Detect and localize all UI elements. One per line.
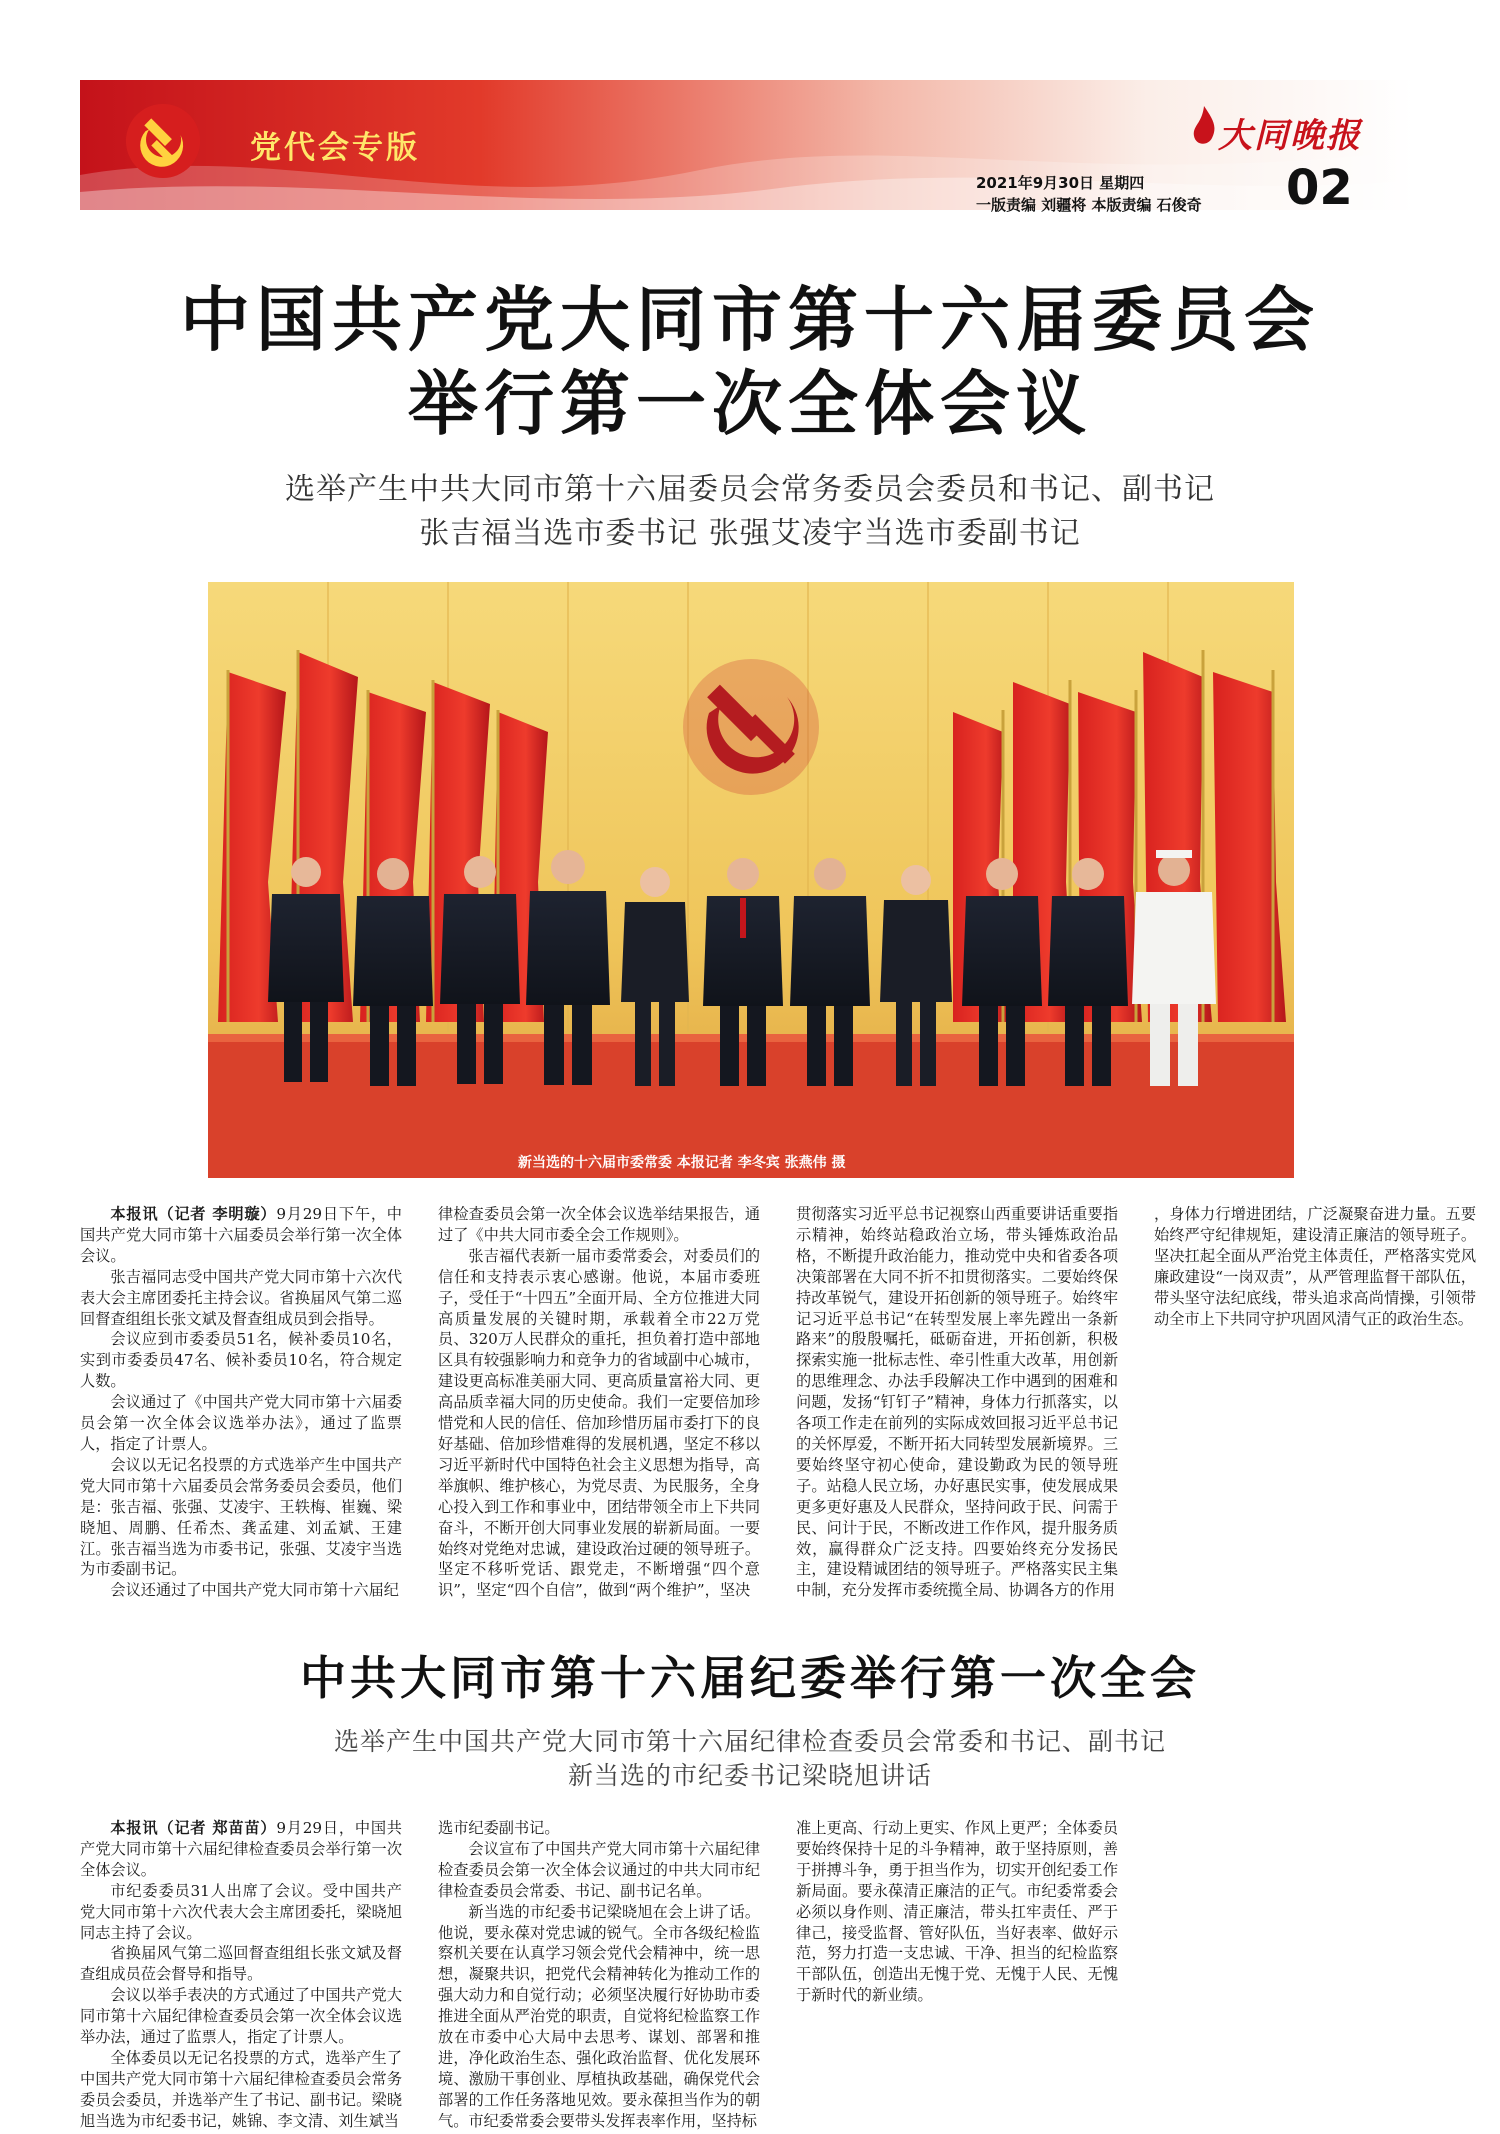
page-number: 02 <box>1286 160 1353 216</box>
article1-paragraph-3: 会议应到市委委员51名，候补委员10名，实到市委委员47名、候补委员10名，符合规定人数。 <box>80 1330 402 1391</box>
article2-byline: 本报讯（记者 郑苗苗） <box>110 1819 277 1837</box>
article1-paragraph-7: 张吉福代表新一届市委常委会，对委员们的信任和支持表示衷心感谢。他说，本届市委班子，受任于“十四五”全面开局、全方位推进大同高质量发展的关键时期，承载着全市22万党员、320万人民群众的重托，担负着打造中部地区具有较强影响力和竞争力的省域副中心城市，建设更高标准美丽大同、更高质量富裕大同、更高品质幸福大同的历史使命。我们一定要倍加珍惜党和人民的信任、倍加珍惜历届市委打下的良好基础、倍加珍惜难得的发展机遇，坚定不移以习近平新时代中国特色社会主义思想为指导，高举旗帜、维护核心，为党尽责、为民服务，全身心投入到工作和事业中，团结带领全市上下共同奋斗，不断开创大同事业发展的崭新局面。一要始终对党绝对忠诚，建设政治过硬的领导班子。坚定不移听党话、跟党走，不断增强“四个意识”，坚定“四个自信”，做到“两个维护”，坚决 <box>438 1246 760 1600</box>
dateline <box>976 172 1202 216</box>
article2-paragraph-5: 全体委员以无记名投票的方式，选举产生了中国共产党大同市第十六届纪律检查委员会常务委员会委员，并选举产生了书记、副书记。梁晓旭当选为市纪委书记，姚锦、李文清、刘生斌当 <box>80 2048 402 2130</box>
article2-paragraph-7-cont: 准上更高、行动上更实、作风上更严；全体委员要始终保持十足的斗争精神，敢于坚持原则，善于拼搏斗争，勇于担当作为，切实开创纪委工作新局面。要永葆清正廉洁的正气。市纪委常委会必须以身作则、清正廉洁，带头扛牢责任、严于律己，接受监督、管好队伍，当好表率、做好示范，努力打造一支忠诚、干净、担当的纪检监察干部队伍，创造出无愧于党、无愧于人民、无愧于新时代的新业绩。 <box>796 1819 1118 2005</box>
photo-caption: 新当选的十六届市委常委 本报记者 李冬宾 张燕伟 摄 <box>518 1155 846 1171</box>
group-photo-illustration <box>208 582 1294 1178</box>
article1-body <box>80 1204 1476 1614</box>
issue-date: 2021年9月30日 星期四 <box>976 174 1145 192</box>
section-label: 党代会专版 <box>250 130 420 166</box>
article2-title: 中共大同市第十六届纪委举行第一次全会 <box>300 1651 1200 1705</box>
article2-paragraph-5-cont: 选市纪委副书记。 <box>438 1819 560 1837</box>
article1-paragraph-4: 会议通过了《中国共产党大同市第十六届委员会第一次全体会议选举办法》，通过了监票人，指定了计票人。 <box>80 1393 402 1453</box>
article1-paragraph-7-cont: 贯彻落实习近平总书记视察山西重要讲话重要指示精神，始终站稳政治立场，带头锤炼政治品格，不断提升政治能力，推动党中央和省委各项决策部署在大同不折不扣贯彻落实。二要始终保持改革锐气，建设开拓创新的领导班子。始终牢记习近平总书记“在转型发展上率先蹚出一条新路来”的殷殷嘱托，砥砺奋进，开拓创新，积极探索实施一批标志性、牵引性重大改革，用创新的思维理念、办法手段解决工作中遇到的困难和问题，发扬“钉钉子”精神，身体力行抓落实，以各项工作走在前列的实际成效回报习近平总书记的关怀厚爱，不断开拓大同转型发展新境界。三要始终坚守初心使命，建设勤政为民的领导班子。站稳人民立场，办好惠民实事，使发展成果更多更好惠及人民群众，坚持问政于民、问需于民、问计于民，不断改进工作作风，提升服务质效，赢得群众广泛支持。四要始终充分发扬民主，建设精诚团结的领导班子。严格落实民主集中制，充分发挥市委统揽全局、协调各方的作用 <box>796 1205 1118 1600</box>
article1-paragraph-5: 会议以无记名投票的方式选举产生中国共产党大同市第十六届委员会常务委员会委员，他们是：张吉福、张强、艾凌宇、王轶梅、崔巍、梁晓旭、周鹏、任希杰、龚孟建、刘孟斌、王建江。张吉福当选为市委书记，张强、艾凌宇当选为市委副书记。 <box>80 1455 402 1579</box>
masthead-flame-icon <box>1188 104 1220 148</box>
article2-paragraph-7: 新当选的市纪委书记梁晓旭在会上讲了话。他说，要永葆对党忠诚的锐气。全市各级纪检监察机关要在认真学习领会党代会精神中，统一思想，凝聚共识，把党代会精神转化为推动工作的强大动力和自觉行动；必须坚决履行好协助市委推进全面从严治党的职责，自觉将纪检监察工作放在市委中心大局中去思考、谋划、部署和推进，净化政治生态、强化政治监督、优化发展环境、激励干事创业、厚植执政基础，确保党代会部署的工作任务落地见效。要永葆担当作为的朝气。市纪委常委会要带头发挥表率作用，坚持标 <box>438 1902 760 2130</box>
newspaper-masthead: 大同晚报 <box>1218 116 1362 156</box>
article2-body-column-3 <box>796 1818 1118 2134</box>
article1-subtitle-line2: 张吉福当选市委书记 张强艾凌宇当选市委副书记 <box>419 516 1081 551</box>
article1-title-line2: 举行第一次全体会议 <box>408 363 1092 445</box>
editors-line: 一版责编 刘疆将 本版责编 石俊奇 <box>976 196 1202 214</box>
article2-paragraph-2: 市纪委委员31人出席了会议。受中国共产党大同市第十六次代表大会主席团委托，梁晓旭同志主持了会议。 <box>80 1881 402 1942</box>
article2-subtitle-line2: 新当选的市纪委书记梁晓旭讲话 <box>567 1761 932 1790</box>
article2-paragraph-3: 省换届风气第二巡回督查组组长张文斌及督查组成员莅会督导和指导。 <box>80 1944 402 1984</box>
article2-paragraph-6: 会议宣布了中国共产党大同市第十六届纪律检查委员会第一次全体会议通过的中共大同市纪律检查委员会常委、书记、副书记名单。 <box>438 1839 760 1900</box>
article1-paragraph-7-cont: ，身体力行增进团结，广泛凝聚奋进力量。五要始终严守纪律规矩，建设清正廉洁的领导班子。坚决扛起全面从严治党主体责任，严格落实党风廉政建设“一岗双责”，从严管理监督干部队伍，带头坚守法纪底线，带头追求高尚情操，引领带动全市上下共同守护巩固风清气正的政治生态。 <box>1154 1205 1476 1328</box>
article1-paragraph-6: 会议还通过了中国共产党大同市第十六届纪 <box>110 1581 399 1600</box>
group-photo <box>208 582 1294 1178</box>
party-emblem-icon <box>124 102 202 180</box>
article1-title-line1: 中国共产党大同市第十六届委员会 <box>180 279 1320 361</box>
article1-byline: 本报讯（记者 李明璇） <box>110 1205 277 1223</box>
article1-subtitle-line1: 选举产生中共大同市第十六届委员会常务委员会委员和书记、副书记 <box>285 472 1215 507</box>
article1-paragraph-1: 本报讯（记者 李明璇）9月29日下午，中国共产党大同市第十六届委员会举行第一次全体会议。 <box>80 1205 402 1265</box>
article2-body <box>80 1818 1118 2134</box>
article2-body-column-1 <box>80 1818 402 2134</box>
article1-body-column-1 <box>80 1204 402 1614</box>
article2-paragraph-1: 本报讯（记者 郑苗苗）9月29日，中国共产党大同市第十六届纪律检查委员会举行第一次全体会议。 <box>80 1819 402 1879</box>
article1-body-column-2 <box>438 1204 760 1614</box>
article1-body-column-4 <box>1154 1204 1476 1614</box>
article2-paragraph-4: 会议以举手表决的方式通过了中国共产党大同市第十六届纪律检查委员会第一次全体会议选举办法，通过了监票人，指定了计票人。 <box>80 1986 402 2047</box>
article2-body-column-2 <box>438 1818 760 2134</box>
article1-body-column-3 <box>796 1204 1118 1614</box>
article1-paragraph-2: 张吉福同志受中国共产党大同市第十六次代表大会主席团委托主持会议。省换届风气第二巡回督查组组长张文斌及督查组成员到会指导。 <box>80 1267 402 1328</box>
article2-subtitle-line1: 选举产生中国共产党大同市第十六届纪律检查委员会常委和书记、副书记 <box>333 1727 1166 1756</box>
article1-paragraph-6-cont: 律检查委员会第一次全体会议选举结果报告，通过了《中共大同市委全会工作规则》。 <box>438 1205 760 1244</box>
